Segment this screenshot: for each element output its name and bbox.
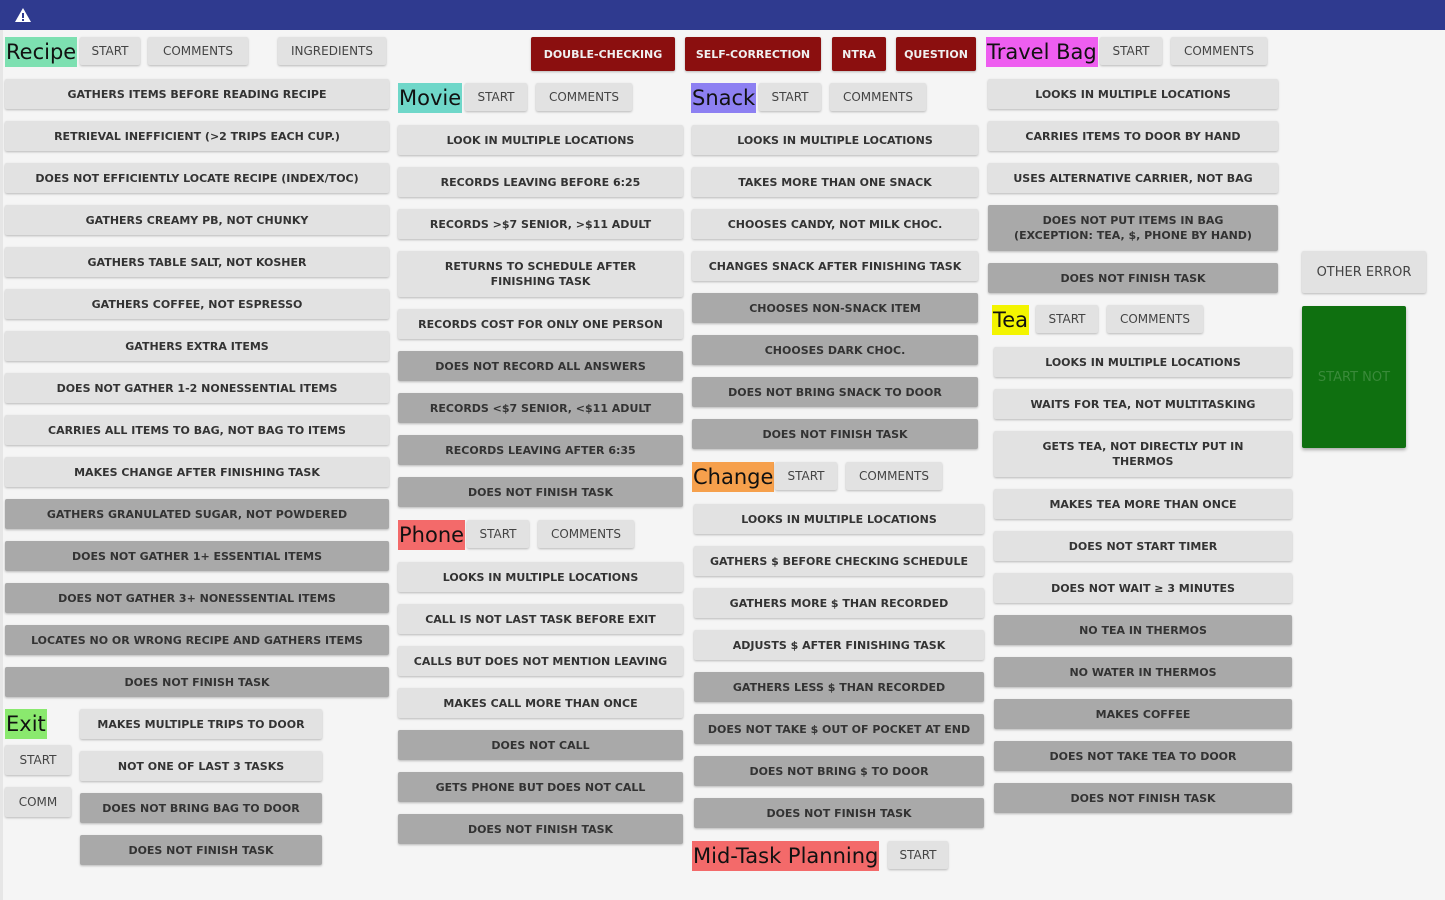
exit-start-button[interactable]: START <box>5 745 71 775</box>
recipe-error-button[interactable]: GATHERS ITEMS BEFORE READING RECIPE <box>5 79 389 109</box>
recipe-start-button[interactable]: START <box>80 37 140 65</box>
recipe-error-button[interactable]: DOES NOT GATHER 1-2 NONESSENTIAL ITEMS <box>5 373 389 403</box>
recipe-error-button[interactable]: RETRIEVAL INEFFICIENT (>2 TRIPS EACH CUP.) <box>5 121 389 151</box>
tea-start-button[interactable]: START <box>1036 305 1098 333</box>
tea-error-button[interactable]: DOES NOT FINISH TASK <box>994 783 1292 813</box>
movie-error-button[interactable]: RECORDS COST FOR ONLY ONE PERSON <box>398 309 683 339</box>
snack-title: Snack <box>691 83 756 113</box>
snack-error-button[interactable]: CHANGES SNACK AFTER FINISHING TASK <box>692 251 978 281</box>
start-not-button[interactable]: START NOT <box>1302 306 1406 448</box>
self-correction-button[interactable]: SELF-CORRECTION <box>685 37 821 71</box>
movie-title: Movie <box>398 83 462 113</box>
change-error-button[interactable]: GATHERS LESS $ THAN RECORDED <box>694 672 984 702</box>
movie-error-button[interactable]: DOES NOT FINISH TASK <box>398 477 683 507</box>
phone-error-button[interactable]: GETS PHONE BUT DOES NOT CALL <box>398 772 683 802</box>
exit-title: Exit <box>5 709 47 739</box>
double-checking-button[interactable]: DOUBLE-CHECKING <box>531 37 675 71</box>
mid-task-planning-title: Mid-Task Planning <box>692 841 879 871</box>
phone-comments-button[interactable]: COMMENTS <box>538 520 634 548</box>
exit-error-button[interactable]: NOT ONE OF LAST 3 TASKS <box>80 751 322 781</box>
recipe-comments-button[interactable]: COMMENTS <box>148 37 248 65</box>
mid-task-start-button[interactable]: START <box>888 841 948 869</box>
recipe-error-button[interactable]: GATHERS GRANULATED SUGAR, NOT POWDERED <box>5 499 389 529</box>
other-error-button[interactable]: OTHER ERROR <box>1302 251 1426 293</box>
tea-error-button[interactable]: MAKES TEA MORE THAN ONCE <box>994 489 1292 519</box>
snack-error-button[interactable]: DOES NOT FINISH TASK <box>692 419 978 449</box>
exit-error-button[interactable]: MAKES MULTIPLE TRIPS TO DOOR <box>80 709 322 739</box>
change-start-button[interactable]: START <box>775 462 837 490</box>
change-comments-button[interactable]: COMMENTS <box>846 462 942 490</box>
recipe-error-button[interactable]: GATHERS TABLE SALT, NOT KOSHER <box>5 247 389 277</box>
snack-start-button[interactable]: START <box>759 83 821 111</box>
ntra-button[interactable]: NTRA <box>832 37 886 71</box>
change-title: Change <box>692 462 774 492</box>
left-edge <box>0 30 3 900</box>
change-error-button[interactable]: GATHERS $ BEFORE CHECKING SCHEDULE <box>694 546 984 576</box>
phone-error-button[interactable]: LOOKS IN MULTIPLE LOCATIONS <box>398 562 683 592</box>
exit-error-button[interactable]: DOES NOT BRING BAG TO DOOR <box>80 793 322 823</box>
phone-start-button[interactable]: START <box>467 520 529 548</box>
tea-error-button[interactable]: DOES NOT TAKE TEA TO DOOR <box>994 741 1292 771</box>
movie-error-button[interactable]: RETURNS TO SCHEDULE AFTER FINISHING TASK <box>398 251 683 297</box>
movie-error-button[interactable]: RECORDS <$7 SENIOR, <$11 ADULT <box>398 393 683 423</box>
recipe-error-button[interactable]: DOES NOT EFFICIENTLY LOCATE RECIPE (INDEX/TOC) <box>5 163 389 193</box>
recipe-error-button[interactable]: GATHERS COFFEE, NOT ESPRESSO <box>5 289 389 319</box>
phone-error-button[interactable]: MAKES CALL MORE THAN ONCE <box>398 688 683 718</box>
snack-comments-button[interactable]: COMMENTS <box>830 83 926 111</box>
snack-error-button[interactable]: CHOOSES DARK CHOC. <box>692 335 978 365</box>
phone-title: Phone <box>398 520 465 550</box>
travel-bag-error-button[interactable]: USES ALTERNATIVE CARRIER, NOT BAG <box>988 163 1278 193</box>
tea-error-button[interactable]: NO WATER IN THERMOS <box>994 657 1292 687</box>
recipe-error-button[interactable]: DOES NOT GATHER 3+ NONESSENTIAL ITEMS <box>5 583 389 613</box>
movie-start-button[interactable]: START <box>465 83 527 111</box>
movie-error-button[interactable]: DOES NOT RECORD ALL ANSWERS <box>398 351 683 381</box>
tea-error-button[interactable]: LOOKS IN MULTIPLE LOCATIONS <box>994 347 1292 377</box>
snack-error-button[interactable]: CHOOSES NON-SNACK ITEM <box>692 293 978 323</box>
travel-bag-comments-button[interactable]: COMMENTS <box>1171 37 1267 65</box>
warning-icon <box>14 7 32 23</box>
travel-bag-error-button[interactable]: LOOKS IN MULTIPLE LOCATIONS <box>988 79 1278 109</box>
tea-error-button[interactable]: DOES NOT START TIMER <box>994 531 1292 561</box>
change-error-button[interactable]: GATHERS MORE $ THAN RECORDED <box>694 588 984 618</box>
recipe-title: Recipe <box>5 37 77 67</box>
recipe-error-button[interactable]: LOCATES NO OR WRONG RECIPE AND GATHERS ITEMS <box>5 625 389 655</box>
travel-bag-start-button[interactable]: START <box>1100 37 1162 65</box>
phone-error-button[interactable]: DOES NOT FINISH TASK <box>398 814 683 844</box>
tea-error-button[interactable]: DOES NOT WAIT ≥ 3 MINUTES <box>994 573 1292 603</box>
snack-error-button[interactable]: CHOOSES CANDY, NOT MILK CHOC. <box>692 209 978 239</box>
tea-error-button[interactable]: GETS TEA, NOT DIRECTLY PUT IN THERMOS <box>994 431 1292 477</box>
recipe-error-button[interactable]: CARRIES ALL ITEMS TO BAG, NOT BAG TO ITEMS <box>5 415 389 445</box>
movie-error-button[interactable]: RECORDS >$7 SENIOR, >$11 ADULT <box>398 209 683 239</box>
travel-bag-title: Travel Bag <box>986 37 1098 67</box>
movie-error-button[interactable]: RECORDS LEAVING BEFORE 6:25 <box>398 167 683 197</box>
exit-comm-button[interactable]: COMM <box>5 787 71 817</box>
phone-error-button[interactable]: CALLS BUT DOES NOT MENTION LEAVING <box>398 646 683 676</box>
phone-error-button[interactable]: DOES NOT CALL <box>398 730 683 760</box>
app-bar <box>0 0 1445 30</box>
travel-bag-error-button[interactable]: CARRIES ITEMS TO DOOR BY HAND <box>988 121 1278 151</box>
travel-bag-error-button[interactable]: DOES NOT PUT ITEMS IN BAG (EXCEPTION: TEA, $, PHONE BY HAND) <box>988 205 1278 251</box>
recipe-error-button[interactable]: GATHERS EXTRA ITEMS <box>5 331 389 361</box>
recipe-error-button[interactable]: DOES NOT GATHER 1+ ESSENTIAL ITEMS <box>5 541 389 571</box>
snack-error-button[interactable]: TAKES MORE THAN ONE SNACK <box>692 167 978 197</box>
travel-bag-error-button[interactable]: DOES NOT FINISH TASK <box>988 263 1278 293</box>
tea-error-button[interactable]: MAKES COFFEE <box>994 699 1292 729</box>
recipe-error-button[interactable]: MAKES CHANGE AFTER FINISHING TASK <box>5 457 389 487</box>
movie-error-button[interactable]: RECORDS LEAVING AFTER 6:35 <box>398 435 683 465</box>
change-error-button[interactable]: DOES NOT FINISH TASK <box>694 798 984 828</box>
question-button[interactable]: QUESTION <box>896 37 976 71</box>
tea-title: Tea <box>992 305 1029 335</box>
change-error-button[interactable]: LOOKS IN MULTIPLE LOCATIONS <box>694 504 984 534</box>
change-error-button[interactable]: DOES NOT TAKE $ OUT OF POCKET AT END <box>694 714 984 744</box>
recipe-ingredients-button[interactable]: INGREDIENTS <box>278 37 386 65</box>
tea-error-button[interactable]: WAITS FOR TEA, NOT MULTITASKING <box>994 389 1292 419</box>
movie-comments-button[interactable]: COMMENTS <box>536 83 632 111</box>
recipe-error-button[interactable]: GATHERS CREAMY PB, NOT CHUNKY <box>5 205 389 235</box>
tea-comments-button[interactable]: COMMENTS <box>1107 305 1203 333</box>
recipe-error-button[interactable]: DOES NOT FINISH TASK <box>5 667 389 697</box>
change-error-button[interactable]: DOES NOT BRING $ TO DOOR <box>694 756 984 786</box>
snack-error-button[interactable]: LOOKS IN MULTIPLE LOCATIONS <box>692 125 978 155</box>
snack-error-button[interactable]: DOES NOT BRING SNACK TO DOOR <box>692 377 978 407</box>
exit-error-button[interactable]: DOES NOT FINISH TASK <box>80 835 322 865</box>
movie-error-button[interactable]: LOOK IN MULTIPLE LOCATIONS <box>398 125 683 155</box>
phone-error-button[interactable]: CALL IS NOT LAST TASK BEFORE EXIT <box>398 604 683 634</box>
change-error-button[interactable]: ADJUSTS $ AFTER FINISHING TASK <box>694 630 984 660</box>
tea-error-button[interactable]: NO TEA IN THERMOS <box>994 615 1292 645</box>
